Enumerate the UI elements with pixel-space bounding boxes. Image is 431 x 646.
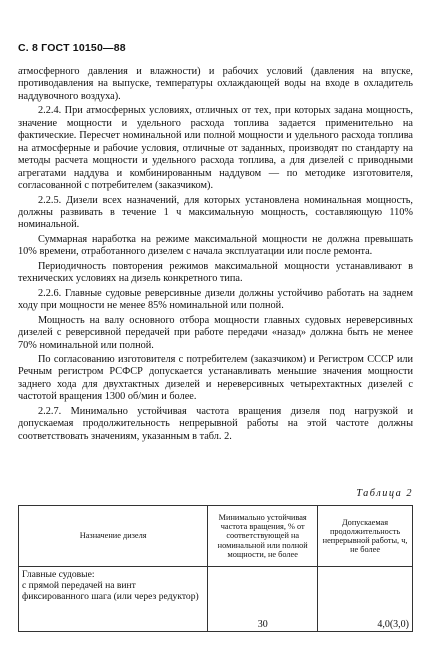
table-title: Таблица 2 — [356, 488, 413, 499]
paragraph-2-2-6: 2.2.6. Главные судовые реверсивные дизели должны устойчиво работать на заднем ходу при мощности не менее 85% номинальной или полной. — [18, 287, 413, 312]
paragraph-2-2-7: 2.2.7. Минимально устойчивая частота вращения дизеля под нагрузкой и допускаемая продолжительность непрерывной работы на этой частоте должны соответствовать значениям, указанным в табл. 2. — [18, 405, 413, 442]
paragraph-2-2-4: 2.2.4. При атмосферных условиях, отличных от тех, при которых задана мощность, значение мощности и удельного расхода топлива задается применительно на фактические. Пересчет номинальной или полной мощности и удельного расхода топлива на атмосферные и рабочие условия, отличные от заданных, производят по стандарту на методы расчета мощности и удельного расхода топлива, а для дизелей с приводными агрегатами наддува и комбинированным наддувом — по методике изготовителя, согласованной с потребителем (заказчиком). — [18, 105, 413, 192]
paragraph-max-power-limit: Суммарная наработка на режиме максимальной мощности не должна превышать 10% времени, отработанного дизелем с начала эксплуатации или после ремонта. — [18, 233, 413, 258]
row-description: с прямой передачей на винт фиксированного шага (или через редуктор) — [22, 580, 199, 602]
row-group-label: Главные судовые: — [22, 569, 95, 580]
column-header-min-speed: Минимально устойчивая частота вращения, % от соответствующей на номинальной или полной мощности, не более — [208, 506, 318, 567]
body-text — [18, 66, 413, 445]
paragraph-agreement: По согласованию изготовителя с потребителем (заказчиком) и Регистром СССР или Речным регистром РСФСР допускается устанавливать меньшие значения мощности заднего хода для двухтактных дизелей и нереверсивных четырехтактных дизелей с частотой вращения 1300 об/мин и более. — [18, 353, 413, 403]
paragraph-2-2-5: 2.2.5. Дизели всех назначений, для которых установлена номинальная мощность, должны развивать в течение 1 ч максимальную мощность, составляющую 110% номинальной. — [18, 194, 413, 231]
column-header-duration: Допускаемая продолжительность непрерывной работы, ч, не более — [318, 506, 413, 567]
paragraph-continuation: атмосферного давления и влажности) и рабочих условий (давления на впуске, противодавления на выпуске, температуры охлаждающей воды на входе в охладитель наддувочного воздуха). — [18, 66, 413, 102]
table-header-row — [19, 506, 413, 567]
table-cell-purpose — [19, 567, 208, 632]
column-header-purpose: Назначение дизеля — [19, 506, 208, 567]
table-cell-duration: 4,0(3,0) — [318, 567, 413, 632]
table-2 — [18, 505, 413, 632]
paragraph-reverse-power: Мощность на валу основного отбора мощности главных судовых нереверсивных дизелей с реверсивной передачей при работе передачи «назад» должна быть не менее 70% номинальной или полной. — [18, 314, 413, 351]
table-row — [19, 567, 413, 632]
page-header: С. 8 ГОСТ 10150—88 — [18, 42, 126, 54]
paragraph-periodicity: Периодичность повторения режимов максимальной мощности устанавливают в технических условиях на дизель конкретного типа. — [18, 260, 413, 285]
table-cell-min-speed: 30 — [208, 567, 318, 632]
